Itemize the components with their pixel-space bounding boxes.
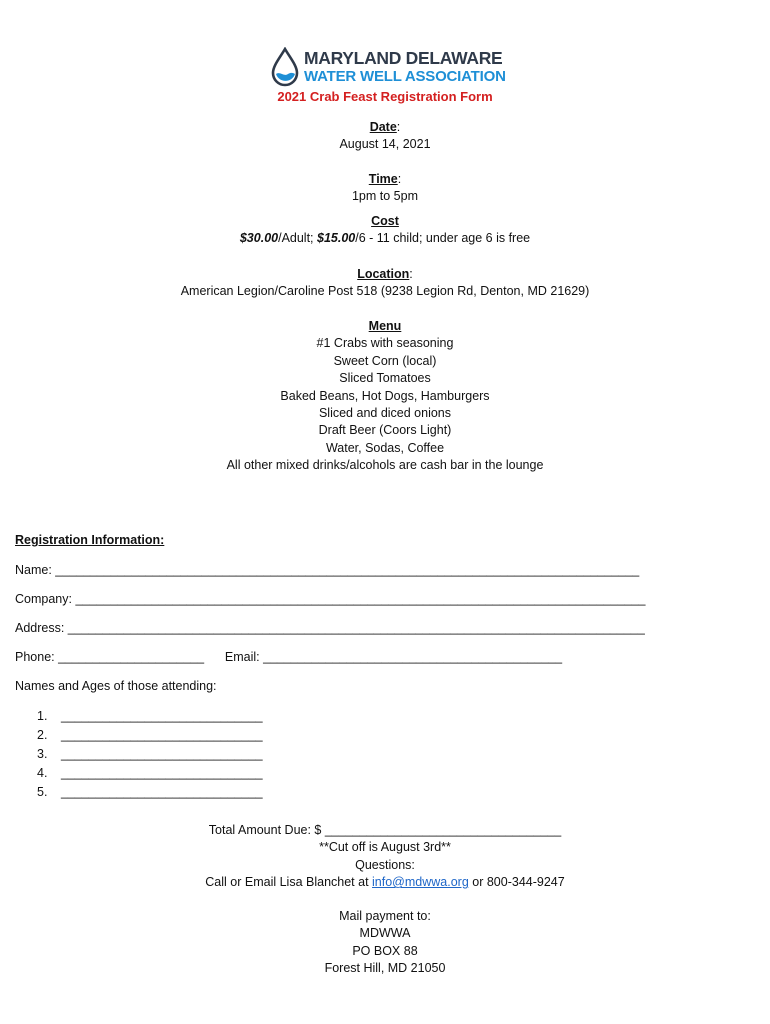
association-logo — [270, 46, 510, 88]
date-label: Date — [369, 120, 397, 134]
attendee-line[interactable]: _____________________________ — [61, 785, 263, 799]
payment-section — [0, 822, 770, 892]
attendee-line[interactable]: _____________________________ — [61, 747, 263, 761]
attendees-list — [37, 707, 263, 802]
water-drop-icon — [270, 47, 300, 87]
contact-phone: or 800-344-9247 — [468, 875, 565, 890]
menu-item: Sliced and diced onions — [318, 406, 452, 421]
adult-text: /Adult; — [278, 231, 318, 246]
menu-item: Baked Beans, Hot Dogs, Hamburgers — [280, 388, 490, 403]
attendees-label: Names and Ages of those attending: — [15, 679, 217, 693]
child-text: /6 - 11 child; under age 6 is free — [355, 231, 531, 246]
mail-label: Mail payment to: — [339, 909, 431, 923]
menu-label: Menu — [368, 319, 402, 333]
logo-line-2: WATER WELL ASSOCIATION — [304, 67, 506, 85]
contact-email-link[interactable]: info@mdwwa.org — [372, 875, 469, 890]
mailing-section — [0, 908, 770, 978]
cost-section — [0, 213, 770, 248]
total-amount-field[interactable]: Total Amount Due: $ __________________________________ — [208, 823, 562, 837]
menu-item: Sliced Tomatoes — [339, 371, 431, 386]
registration-heading: Registration Information: — [15, 533, 165, 547]
menu-section — [0, 318, 770, 475]
location-label: Location — [357, 267, 410, 281]
mail-name: MDWWA — [359, 926, 411, 941]
attendee-number: 5. — [37, 785, 48, 799]
time-value: 1pm to 5pm — [351, 189, 418, 204]
phone-email-fields[interactable]: Phone: _____________________ Email: ___________________________________________ — [15, 650, 563, 664]
date-section: Date: August 14, 2021 — [0, 119, 770, 154]
questions-label: Questions: — [355, 857, 415, 872]
attendee-row[interactable] — [37, 707, 263, 726]
menu-item: Sweet Corn (local) — [333, 353, 437, 368]
time-section: Time: 1pm to 5pm — [0, 171, 770, 206]
form-title: 2021 Crab Feast Registration Form — [277, 89, 493, 104]
date-value: August 14, 2021 — [339, 137, 431, 152]
menu-item: Water, Sodas, Coffee — [325, 440, 445, 455]
cost-value — [0, 230, 770, 247]
address-field[interactable]: Address: ___________________________________________________________________________________ — [15, 621, 645, 635]
company-field[interactable]: Company: __________________________________________________________________________________ — [15, 592, 646, 606]
name-field[interactable]: Name: ____________________________________________________________________________________ — [15, 563, 640, 577]
attendee-number: 2. — [37, 728, 48, 742]
contact-prefix: Call or Email Lisa Blanchet at — [205, 875, 373, 890]
mail-city: Forest Hill, MD 21050 — [324, 961, 446, 976]
cost-label: Cost — [371, 214, 399, 228]
attendee-line[interactable]: _____________________________ — [61, 766, 263, 780]
attendee-number: 4. — [37, 766, 48, 780]
attendee-line[interactable]: _____________________________ — [61, 709, 263, 723]
attendee-line[interactable]: _____________________________ — [61, 728, 263, 742]
time-label: Time — [368, 172, 398, 186]
cutoff-note: **Cut off is August 3rd** — [319, 840, 451, 855]
mail-box: PO BOX 88 — [352, 943, 418, 958]
menu-item: Draft Beer (Coors Light) — [318, 423, 452, 438]
attendee-row[interactable] — [37, 764, 263, 783]
attendee-row[interactable] — [37, 726, 263, 745]
menu-item: All other mixed drinks/alcohols are cash bar in the lounge — [226, 458, 544, 473]
child-price: $15.00 — [317, 231, 356, 246]
contact-line — [0, 874, 770, 891]
attendee-number: 3. — [37, 747, 48, 761]
menu-item: #1 Crabs with seasoning — [316, 336, 454, 351]
attendee-row[interactable] — [37, 745, 263, 764]
logo-line-1: MARYLAND DELAWARE — [304, 48, 503, 69]
attendee-number: 1. — [37, 709, 48, 723]
attendee-row[interactable] — [37, 783, 263, 802]
location-value: American Legion/Caroline Post 518 (9238 Legion Rd, Denton, MD 21629) — [180, 284, 590, 299]
adult-price: $30.00 — [239, 231, 279, 246]
location-section: Location: American Legion/Caroline Post 518 (9238 Legion Rd, Denton, MD 21629) — [0, 266, 770, 301]
